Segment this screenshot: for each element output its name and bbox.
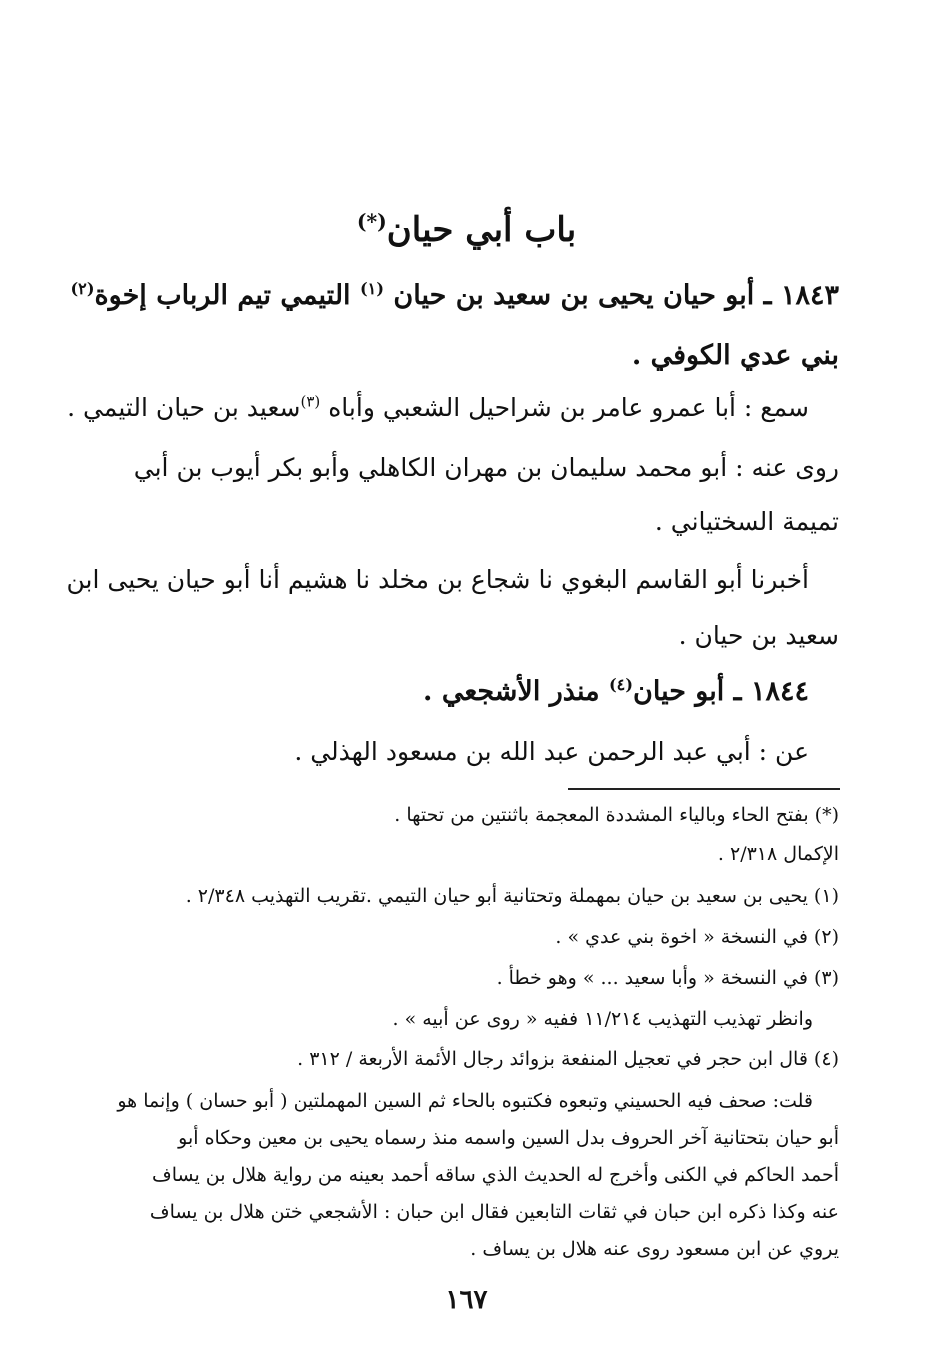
footnote-3: (٣) في النسخة « وأبا سعيد ... » وهو خطأ .	[496, 967, 839, 989]
entry-1843-heading-line1	[70, 278, 839, 313]
entry-1843-heading-line2: بني عدي الكوفي .	[631, 340, 839, 371]
footnote-4-line4: عنه وكذا ذكره ابن حبان في ثقات التابعين فقال ابن حبان : الأشجعي ختن هلال بن يساف	[149, 1201, 839, 1223]
footnote-ref-1: (١)	[359, 279, 385, 298]
entry-1843-narrated-line1: روى عنه : أبو محمد سليمان بن مهران الكاهلي وأبو بكر أيوب بن أبي	[133, 453, 839, 482]
entry-1843-informed-line2: سعيد بن حيان .	[678, 621, 839, 650]
entry-1844-heading	[423, 674, 809, 709]
entry-1844-heading-part-b: منذر الأشجعي .	[423, 676, 600, 707]
chapter-title	[0, 208, 933, 252]
footnote-ref-4: (٤)	[608, 675, 634, 694]
heard-from-part-b: سعيد بن حيان التيمي .	[67, 393, 301, 422]
page-number: ١٦٧	[445, 1285, 488, 1315]
footnote-4-line1: قلت: صحف فيه الحسيني وتبعوه فكتبوه بالحاء ثم السين المهملتين ( أبو حسان ) وإنما هو	[117, 1090, 813, 1112]
entry-1843-narrated-line2: تميمة السختياني .	[654, 507, 839, 536]
footnote-3-continued: وانظر تهذيب التهذيب ١١/٢١٤ ففيه « روى عن أبيه » .	[392, 1008, 813, 1030]
heard-from-part-a: سمع : أبا عمرو عامر بن شراحيل الشعبي وأباه	[328, 393, 809, 422]
footnote-ref-2: (٢)	[70, 279, 95, 298]
chapter-title-text: باب أبي حيان	[386, 210, 577, 250]
footnote-separator	[568, 788, 840, 790]
entry-1843-informed-line1: أخبرنا أبو القاسم البغوي نا شجاع بن مخلد نا هشيم أنا أبو حيان يحيى ابن	[66, 565, 809, 594]
entry-1843-heading-part-b: التيمي تيم الرباب إخوة	[94, 280, 351, 311]
entry-1843-heard-from	[67, 392, 809, 425]
footnote-star: (*) بفتح الحاء وبالياء المشددة المعجمة باثنتين من تحتها .	[394, 804, 839, 826]
footnote-4-line3: أحمد الحاكم في الكنى وأخرج له الحديث الذي ساقه أحمد بعينه من رواية هلال بن يساف	[152, 1164, 839, 1186]
footnote-4-line5: يروي عن ابن مسعود روى عنه هلال بن يساف .	[470, 1238, 839, 1260]
entry-1843-heading-part-a: ١٨٤٣ ـ أبو حيان يحيى بن سعيد بن حيان	[393, 280, 839, 311]
entry-1844-heading-part-a: ١٨٤٤ ـ أبو حيان	[633, 676, 809, 707]
footnote-ref-3: (٣)	[300, 392, 321, 411]
footnote-1: (١) يحيى بن سعيد بن حيان بمهملة وتحتانية أبو حيان التيمي .تقريب التهذيب ٢/٣٤٨ .	[185, 885, 839, 907]
footnote-4-line2: أبو حيان بتحتانية آخر الحروف بدل السين واسمه منذ رسماه يحيى بن معين وحكاه أبو	[178, 1127, 839, 1149]
entry-1844-from: عن : أبي عبد الرحمن عبد الله بن مسعود الهذلي .	[294, 737, 809, 766]
footnote-star-reference: الإكمال ٢/٣١٨ .	[717, 843, 839, 865]
footnote-4: (٤) قال ابن حجر في تعجيل المنفعة بزوائد رجال الأئمة الأربعة / ٣١٢ .	[297, 1048, 839, 1070]
chapter-title-marker: (*)	[356, 209, 387, 234]
footnote-2: (٢) في النسخة « اخوة بني عدي » .	[555, 926, 839, 948]
